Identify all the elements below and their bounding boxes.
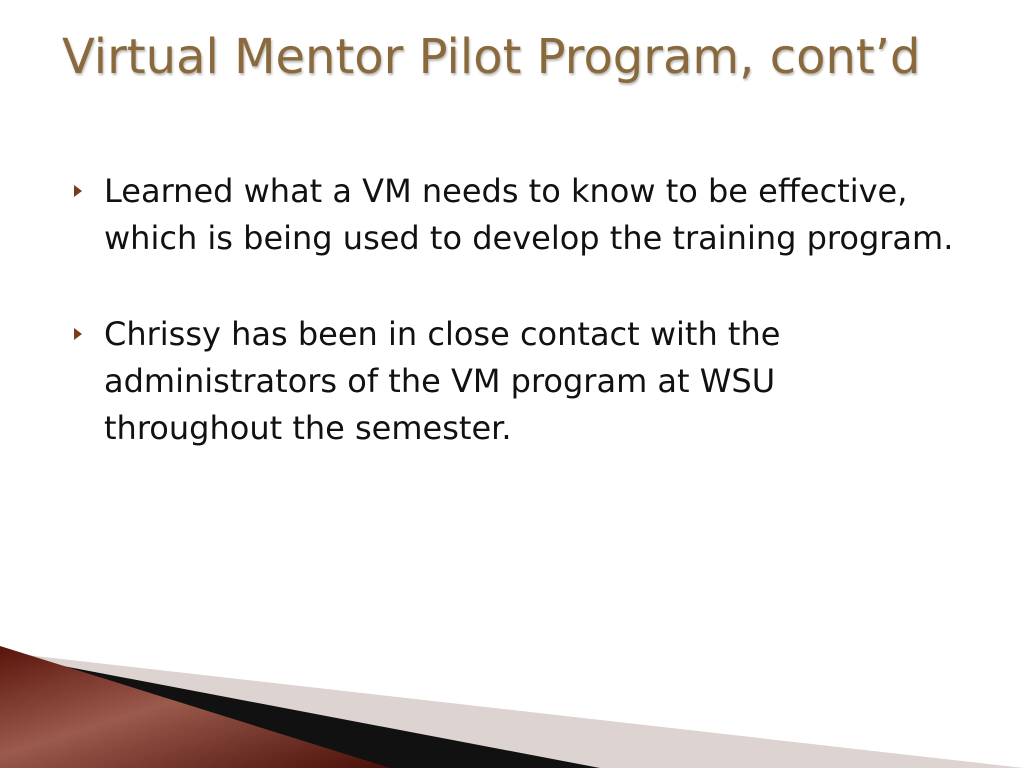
bullet-item <box>74 311 954 452</box>
bullet-list <box>74 168 954 501</box>
triangle-right-icon <box>74 185 82 197</box>
bullet-item <box>74 168 954 262</box>
bullet-text: Learned what a VM needs to know to be effective, which is being used to develop the training program. <box>104 172 954 257</box>
bullet-text: Chrissy has been in close contact with the administrators of the VM program at WSU throughout the semester. <box>104 315 781 447</box>
footer-decoration <box>0 638 1024 768</box>
slide-title: Virtual Mentor Pilot Program, cont’d <box>62 29 921 85</box>
triangle-right-icon <box>74 328 82 340</box>
